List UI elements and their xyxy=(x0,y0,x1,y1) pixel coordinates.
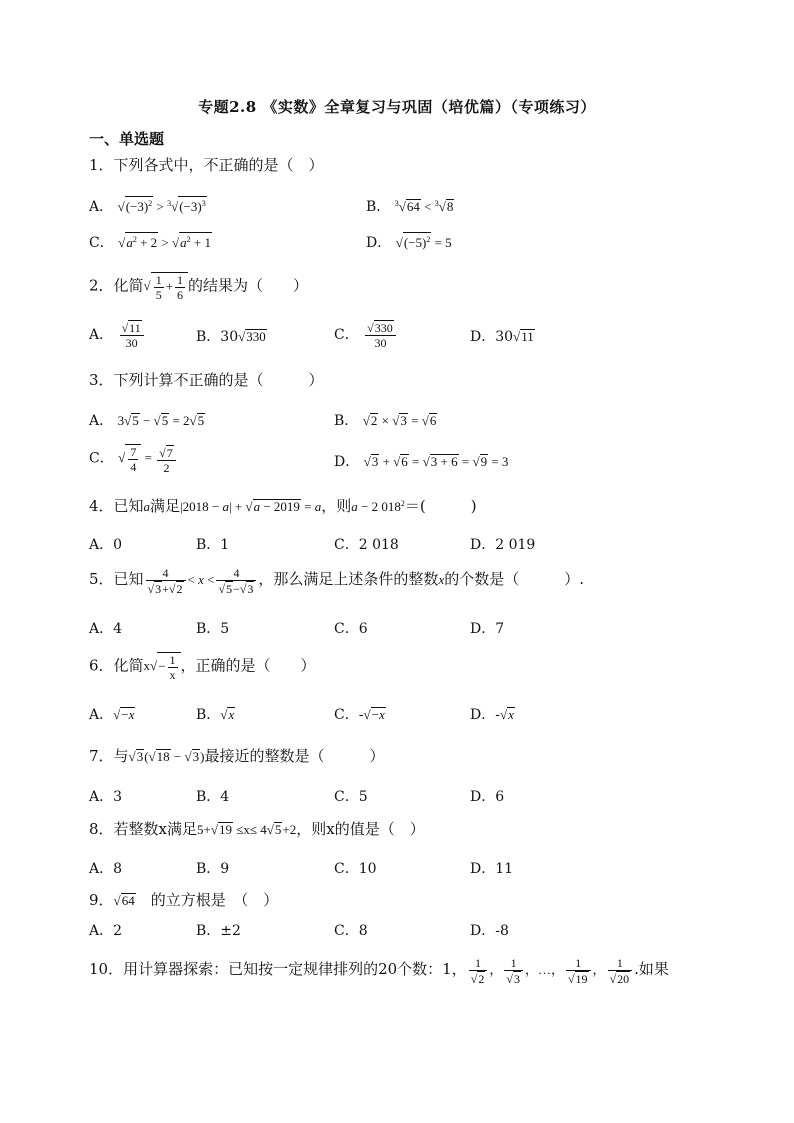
q2-option-b[interactable]: B．30√330 xyxy=(196,329,266,345)
q7-option-c[interactable]: C．5 xyxy=(334,789,368,805)
q3-option-c[interactable]: C． √ $\frac{7}{4}$ = $\frac{√7}{2}$ xyxy=(89,444,178,475)
q3-option-d[interactable]: D． √3 + √6 = √3 + 6 = √9 = 3 xyxy=(334,454,509,470)
q3-a-math: 3√5 − √5 = 2√5 xyxy=(117,413,205,428)
q5-option-a[interactable]: A．4 xyxy=(89,621,123,637)
q1-option-b[interactable]: B． $^3$√64 < $^3$√8 xyxy=(366,199,454,215)
q3-option-b[interactable]: B． √2 × √3 = √6 xyxy=(334,413,437,429)
q4-math: |2018 − a| + √a − 2019 = a xyxy=(180,499,322,514)
q8-option-c[interactable]: C．10 xyxy=(334,861,377,877)
q5-option-c[interactable]: C．6 xyxy=(334,621,368,637)
q7-math: √3(√18 − √3) xyxy=(128,749,205,764)
q2-option-c[interactable]: C． $\frac{√330}{30}$ xyxy=(334,320,398,350)
q3-c-math: √ $\frac{7}{4}$ = $\frac{√7}{2}$ xyxy=(118,450,178,465)
q4-option-d[interactable]: D．2 019 xyxy=(470,537,536,553)
q1-option-c[interactable]: C． $√a^2 + 2 > √a^2 + 1$ xyxy=(89,232,212,252)
q7-option-d[interactable]: D．6 xyxy=(470,789,505,805)
section-heading: 一、单选题 xyxy=(89,130,165,148)
question-9-stem: 9．√64 的立方根是 （ ） xyxy=(89,891,279,909)
q5-option-d[interactable]: D．7 xyxy=(470,621,505,637)
q9-option-c[interactable]: C．8 xyxy=(334,923,368,939)
q2-a-math: $\frac{√11}{30}$ xyxy=(120,320,144,350)
q4-option-c[interactable]: C．2 018 xyxy=(334,537,399,553)
q2-b-math: √330 xyxy=(238,329,266,344)
q7-option-b[interactable]: B．4 xyxy=(196,789,230,805)
question-1-stem: 1．下列各式中，不正确的是（ ） xyxy=(89,156,324,174)
q1-option-a[interactable]: A． $√(-3)^2 > ^3√(-3)^3$ xyxy=(89,196,207,216)
q9-option-d[interactable]: D．-8 xyxy=(470,923,509,939)
q1-b-math: $^3$√64 < $^3$√8 xyxy=(394,199,454,214)
q9-math: √64 xyxy=(113,893,135,908)
q2-math: √ $\frac{1}{5}$ + $\frac{1}{6}$ xyxy=(144,278,188,293)
question-4-stem: 4．已知a满足|2018 − a| + √a − 2019 = a，则a − 2 $018^2=$( ) xyxy=(89,497,477,515)
q5-option-b[interactable]: B．5 xyxy=(196,621,230,637)
q6-option-b[interactable]: B．√x xyxy=(196,707,235,723)
question-2-stem: 2．化简√ $\frac{1}{5}$ + $\frac{1}{6}$ 的结果为（ ） xyxy=(89,273,309,302)
q3-option-a[interactable]: A． 3√5 − √5 = 2√5 xyxy=(89,413,205,429)
question-8-stem: 8．若整数x满足5+√19 ≤x≤ 4√5+2，则x的值是（ ） xyxy=(89,820,425,838)
q10-math: $\frac{1}{√2}$ ， $\frac{1}{√3}$ ，…， $\frac{1}{√19}$ ， $\frac{1}{√20}$ xyxy=(467,962,634,977)
q2-option-a[interactable]: A． $\frac{√11}{30}$ xyxy=(89,320,146,350)
q2-d-math: √11 xyxy=(513,329,534,344)
q1-d-math: $√(-5)^2 = 5$ xyxy=(396,235,452,250)
q5-math: $\frac{4}{√3+√2}$ < x < $\frac{4}{√5-√3}$ xyxy=(144,572,259,587)
q9-option-a[interactable]: A．2 xyxy=(89,923,123,939)
q8-option-a[interactable]: A．8 xyxy=(89,861,123,877)
question-10-stem: 10．用计算器探索：已知按一定规律排列的20个数：1， $\frac{1}{√2}$ ， $\frac{1}{√3}$ ，…， $\frac{1}{√19}$ ， $\frac{1}{√20}$ .如果 xyxy=(89,956,669,986)
question-5-stem: 5．已知 $\frac{4}{√3+√2}$ < x < $\frac{4}{√5-√3}$ ，那么满足上述条件的整数x的个数是（ ）. xyxy=(89,566,584,596)
question-6-stem: 6．化简x√− $\frac{1}{x}$ ，正确的是（ ） xyxy=(89,653,316,682)
q6-option-c[interactable]: C．-√−x xyxy=(334,707,385,723)
q2-c-math: $\frac{√330}{30}$ xyxy=(365,320,396,350)
q1-option-d[interactable]: D． $√(-5)^2 = 5$ xyxy=(366,232,452,252)
q8-option-b[interactable]: B．9 xyxy=(196,861,230,877)
q6-option-d[interactable]: D．-√x xyxy=(470,707,514,723)
q6-math: x√− $\frac{1}{x}$ xyxy=(144,658,181,673)
q2-option-d[interactable]: D．30√11 xyxy=(470,329,534,345)
question-3-stem: 3．下列计算不正确的是（ ） xyxy=(89,371,324,389)
q1-c-math: $√a^2 + 2 > √a^2 + 1$ xyxy=(118,235,212,250)
q9-option-b[interactable]: B．±2 xyxy=(196,923,241,939)
question-7-stem: 7．与√3(√18 − √3)最接近的整数是（ ） xyxy=(89,747,385,765)
q6-option-a[interactable]: A．√−x xyxy=(89,707,135,723)
q8-math: 5+√19 ≤x≤ 4√5+2 xyxy=(197,822,297,837)
q8-option-d[interactable]: D．11 xyxy=(470,861,514,877)
q7-option-a[interactable]: A．3 xyxy=(89,789,123,805)
q3-d-math: √3 + √6 = √3 + 6 = √9 = 3 xyxy=(363,454,509,469)
q3-b-math: √2 × √3 = √6 xyxy=(362,413,437,428)
q1-a-math: $√(-3)^2 > ^3√(-3)^3$ xyxy=(118,199,207,214)
q4-option-b[interactable]: B．1 xyxy=(196,537,230,553)
page-title: 专题2.8 《实数》全章复习与巩固（培优篇）（专项练习） xyxy=(198,98,596,116)
q4-option-a[interactable]: A．0 xyxy=(89,537,123,553)
